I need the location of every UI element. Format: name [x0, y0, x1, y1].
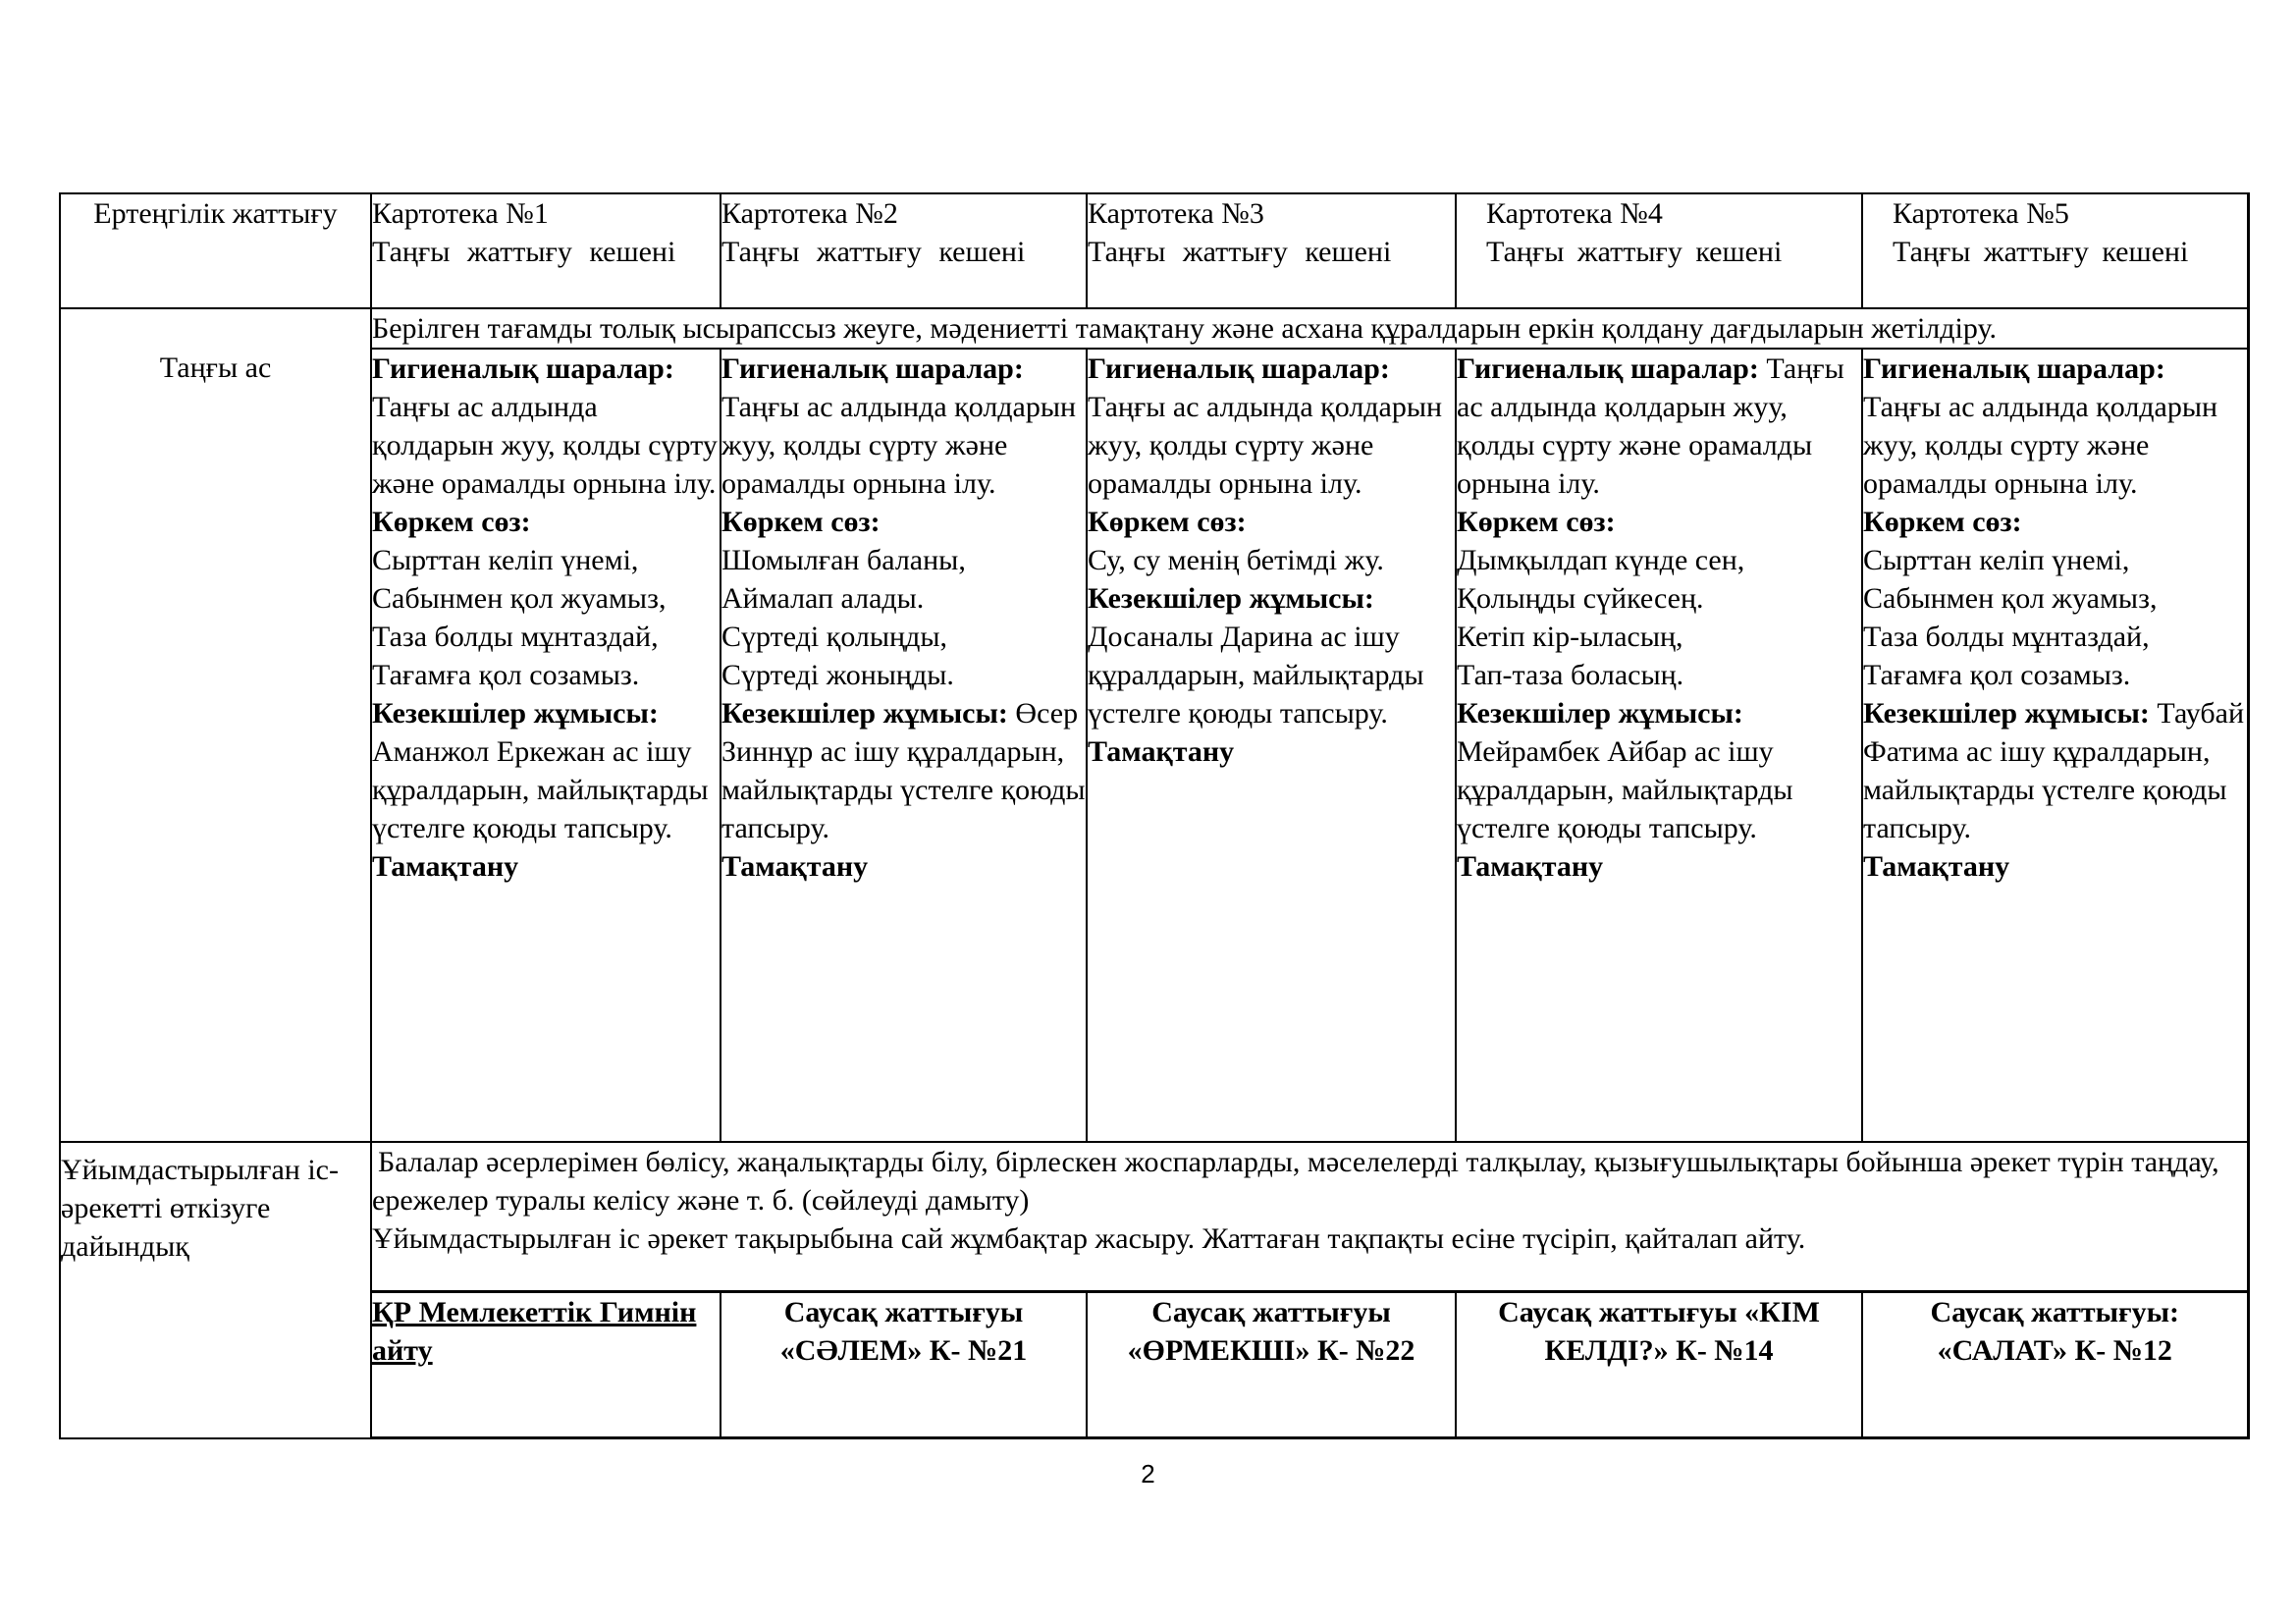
- card-2: [721, 193, 1087, 308]
- day-5-meal: Тамақтану: [1863, 850, 2010, 883]
- day-4-poem-label: Көркем сөз:: [1457, 506, 1616, 538]
- day-3-hygiene: Гигиеналық шаралар: Таңғы ас алдында қолдарын жуу, қолды сүрту және орамалды орнына ілу.: [1088, 352, 1443, 500]
- card-3-subtitle: Таңғы жаттығу кешені: [1088, 236, 1392, 268]
- day-2-poem-line: Шомылған баланы,: [721, 544, 966, 576]
- day-5-poem-line: Таза болды мұнтаздай,: [1863, 621, 2150, 653]
- organized-item-4: Саусақ жаттығуы «КІМ КЕЛДІ?» К- №14: [1456, 1292, 1862, 1438]
- card-1: [371, 193, 721, 308]
- day-1-poem-line: Сабынмен қол жуамыз,: [372, 582, 667, 615]
- card-2-title: Картотека №2: [721, 197, 898, 230]
- breakfast-day-4: [1456, 349, 1862, 1142]
- day-4-poem-line: Дымқылдап күнде сен,: [1457, 544, 1745, 576]
- organized-items-row: [60, 1292, 2248, 1438]
- organized-label: Ұйымдастырылған іс-әрекетті өткізуге дайындық: [60, 1142, 371, 1438]
- breakfast-day-3: [1087, 349, 1456, 1142]
- day-2-poem-line: Сүртеді қолыңды,: [721, 621, 948, 653]
- day-2-poem-line: Сүртеді жоныңды.: [721, 659, 954, 691]
- breakfast-day-5: [1862, 349, 2248, 1142]
- organized-item-5: Саусақ жаттығуы: «САЛАТ» К- №12: [1862, 1292, 2248, 1438]
- breakfast-day-2: [721, 349, 1087, 1142]
- day-1-poem-label: Көркем сөз:: [372, 506, 531, 538]
- day-3-poem-line: Су, су менің бетімді жу.: [1088, 544, 1384, 576]
- breakfast-goal: Берілген тағамды толық ысырапссыз жеуге, мәдениетті тамақтану және асхана құралдарын еркін қолдану дағдыларын жетілдіру.: [371, 308, 2248, 349]
- card-1-subtitle: Таңғы жаттығу кешені: [372, 236, 676, 268]
- day-4-duty: Кезекшілер жұмысы: Мейрамбек Айбар ас ішу құралдарын, майлықтарды үстелге қоюды тапсыру.: [1457, 697, 1793, 844]
- day-2-hygiene: Гигиеналық шаралар: Таңғы ас алдында қолдарын жуу, қолды сүрту және орамалды орнына ілу.: [721, 352, 1077, 500]
- day-1-hygiene: Гигиеналық шаралар: Таңғы ас алдында қолдарын жуу, қолды сүрту және орамалды орнына ілу.: [372, 352, 718, 500]
- organized-item-1: ҚР Мемлекеттік Гимнін айту: [371, 1292, 721, 1438]
- organized-text-2: Ұйымдастырылған іс әрекет тақырыбына сай жұмбақтар жасыру. Жаттаған тақпақты есіне түсіріп, қайталап айту.: [372, 1222, 1806, 1255]
- organized-prep-row: [60, 1142, 2248, 1292]
- card-1-title: Картотека №1: [372, 197, 549, 230]
- day-5-hygiene: Гигиеналық шаралар: Таңғы ас алдында қолдарын жуу, қолды сүрту және орамалды орнына ілу.: [1863, 352, 2218, 500]
- card-2-subtitle: Таңғы жаттығу кешені: [721, 236, 1026, 268]
- organized-item-3: Саусақ жаттығуы «ӨРМЕКШІ» К- №22: [1087, 1292, 1456, 1438]
- day-3-meal: Тамақтану: [1088, 735, 1235, 768]
- card-4-title: Картотека №4: [1486, 197, 1663, 230]
- day-5-poem-line: Тағамға қол созамыз.: [1863, 659, 2131, 691]
- card-3: [1087, 193, 1456, 308]
- day-1-poem-line: Сырттан келіп үнемі,: [372, 544, 639, 576]
- day-2-meal: Тамақтану: [721, 850, 869, 883]
- breakfast-details-row: [60, 349, 2248, 1142]
- morning-exercise-row: [60, 193, 2248, 308]
- organized-item-2: Саусақ жаттығуы «СӘЛЕМ» К- №21: [721, 1292, 1087, 1438]
- day-5-poem-label: Көркем сөз:: [1863, 506, 2022, 538]
- day-1-poem-line: Таза болды мұнтаздай,: [372, 621, 659, 653]
- day-5-duty: Кезекшілер жұмысы: Таубай Фатима ас ішу құралдарын, майлықтарды үстелге қоюды тапсыру.: [1863, 697, 2245, 844]
- organized-text: [371, 1142, 2248, 1292]
- day-5-poem-line: Сырттан келіп үнемі,: [1863, 544, 2130, 576]
- day-2-duty: Кезекшілер жұмысы: Өсер Зиннұр ас ішу құралдарын, майлықтарды үстелге қоюды тапсыру.: [721, 697, 1086, 844]
- card-5: [1862, 193, 2248, 308]
- card-3-title: Картотека №3: [1088, 197, 1264, 230]
- day-4-poem-line: Кетіп кір-ыласың,: [1457, 621, 1683, 653]
- day-1-meal: Тамақтану: [372, 850, 519, 883]
- organized-text-1: Балалар әсерлерімен бөлісу, жаңалықтарды білу, бірлескен жоспарларды, мәселелерді талқылау, қызығушылықтары бойынша әрекет түрін таңдау, ережелер туралы келісу және т. б. (сөйлеуді дамыту): [372, 1146, 2219, 1217]
- day-4-hygiene: Гигиеналық шаралар: Таңғы ас алдында қолдарын жуу, қолды сүрту және орамалды орнына ілу.: [1457, 352, 1844, 500]
- day-2-poem-label: Көркем сөз:: [721, 506, 881, 538]
- day-4-poem-line: Тап-таза боласың.: [1457, 659, 1684, 691]
- card-5-title: Картотека №5: [1893, 197, 2069, 230]
- day-2-poem-line: Аймалап алады.: [721, 582, 925, 615]
- page-number: 2: [1141, 1459, 1155, 1489]
- card-4-subtitle: Таңғы жаттығу кешені: [1486, 236, 1783, 268]
- day-4-poem-line: Қолыңды сүйкесең.: [1457, 582, 1704, 615]
- day-1-duty: Кезекшілер жұмысы: Аманжол Еркежан ас ішу құралдарын, майлықтарды үстелге қоюды тапсыру.: [372, 697, 709, 844]
- card-5-subtitle: Таңғы жаттығу кешені: [1893, 236, 2189, 268]
- day-1-poem-line: Тағамға қол созамыз.: [372, 659, 640, 691]
- breakfast-label: Таңғы ас: [60, 308, 371, 1142]
- card-4: [1456, 193, 1862, 308]
- day-3-duty: Кезекшілер жұмысы: Досаналы Дарина ас ішу құралдарын, майлықтарды үстелге қоюды тапсыру.: [1088, 582, 1424, 730]
- day-5-poem-line: Сабынмен қол жуамыз,: [1863, 582, 2158, 615]
- breakfast-day-1: [371, 349, 721, 1142]
- day-4-meal: Тамақтану: [1457, 850, 1604, 883]
- morning-exercise-label: Ертеңгілік жаттығу: [60, 193, 371, 308]
- breakfast-goal-row: [60, 308, 2248, 349]
- day-3-poem-label: Көркем сөз:: [1088, 506, 1247, 538]
- daily-plan-table: [59, 192, 2250, 1439]
